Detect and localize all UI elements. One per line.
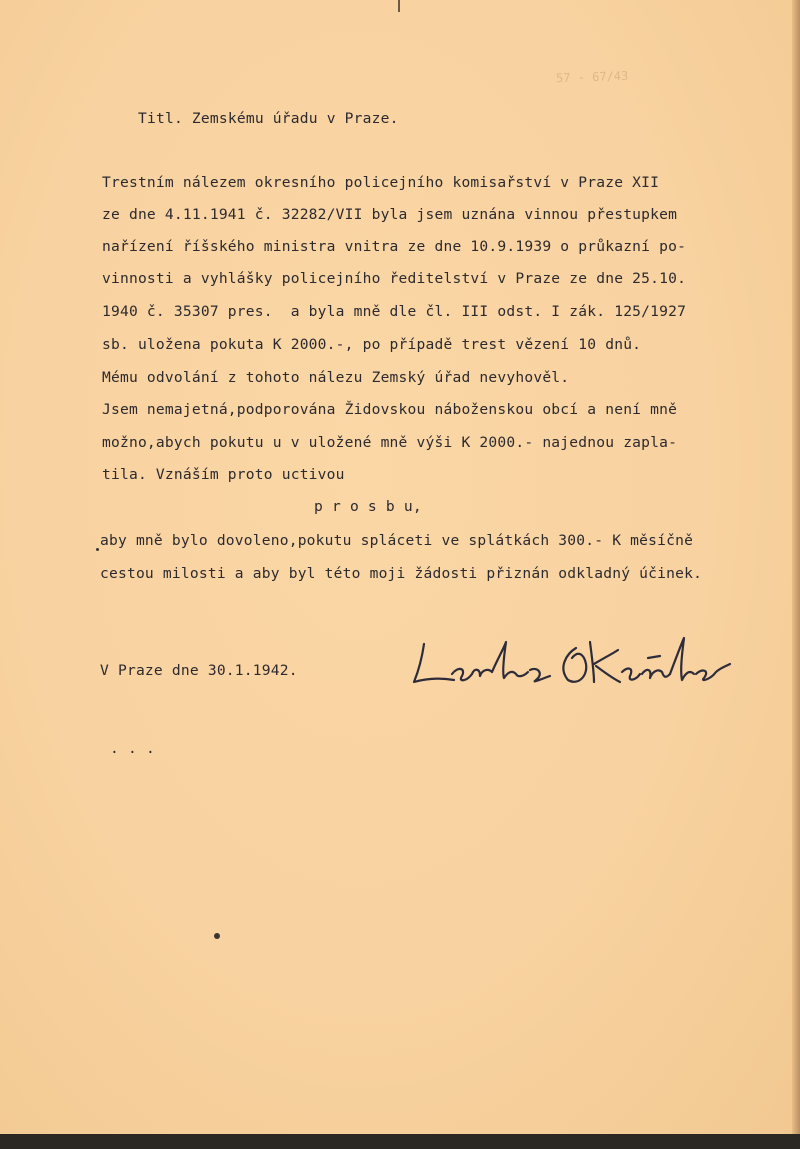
handwritten-signature	[408, 628, 738, 698]
page-edge-shadow	[792, 0, 800, 1149]
scan-border	[0, 1134, 800, 1149]
date-line: V Praze dne 30.1.1942.	[100, 662, 298, 679]
letter-address: Titl. Zemskému úřadu v Praze.	[138, 110, 399, 127]
body-line: Mému odvolání z tohoto nálezu Zemský úřad nevyhověl.	[102, 369, 570, 386]
body-line: Jsem nemajetná,podporována Židovskou náboženskou obcí a není mně	[102, 401, 678, 418]
corner-note: 57 - 67/43	[555, 68, 629, 86]
trailing-dots: . . .	[110, 740, 155, 757]
body-line: nařízení říšského ministra vnitra ze dne 10.9.1939 o průkazní po-	[102, 238, 687, 255]
body-line: tila. Vznáším proto uctivou	[102, 466, 345, 483]
fold-mark	[398, 0, 400, 12]
body-line: 1940 č. 35307 pres. a byla mně dle čl. III odst. I zák. 125/1927	[102, 303, 687, 320]
body-line: vinnosti a vyhlášky policejního ředitelství v Praze ze dne 25.10.	[102, 270, 687, 287]
request-line: cestou milosti a aby byl této moji žádosti přiznán odkladný účinek.	[100, 565, 703, 582]
ink-speck	[96, 548, 99, 551]
ink-speck	[214, 933, 220, 939]
prosbu-heading: p r o s b u,	[314, 498, 422, 515]
body-line: Trestním nálezem okresního policejního komisařství v Praze XII	[102, 174, 660, 191]
request-line: aby mně bylo dovoleno,pokutu spláceti ve splátkách 300.- K měsíčně	[100, 532, 694, 549]
body-line: možno,abych pokutu u v uložené mně výši K 2000.- najednou zapla-	[102, 434, 678, 451]
body-line: sb. uložena pokuta K 2000.-, po případě trest vězení 10 dnů.	[102, 336, 642, 353]
body-line: ze dne 4.11.1941 č. 32282/VII byla jsem uznána vinnou přestupkem	[102, 206, 678, 223]
